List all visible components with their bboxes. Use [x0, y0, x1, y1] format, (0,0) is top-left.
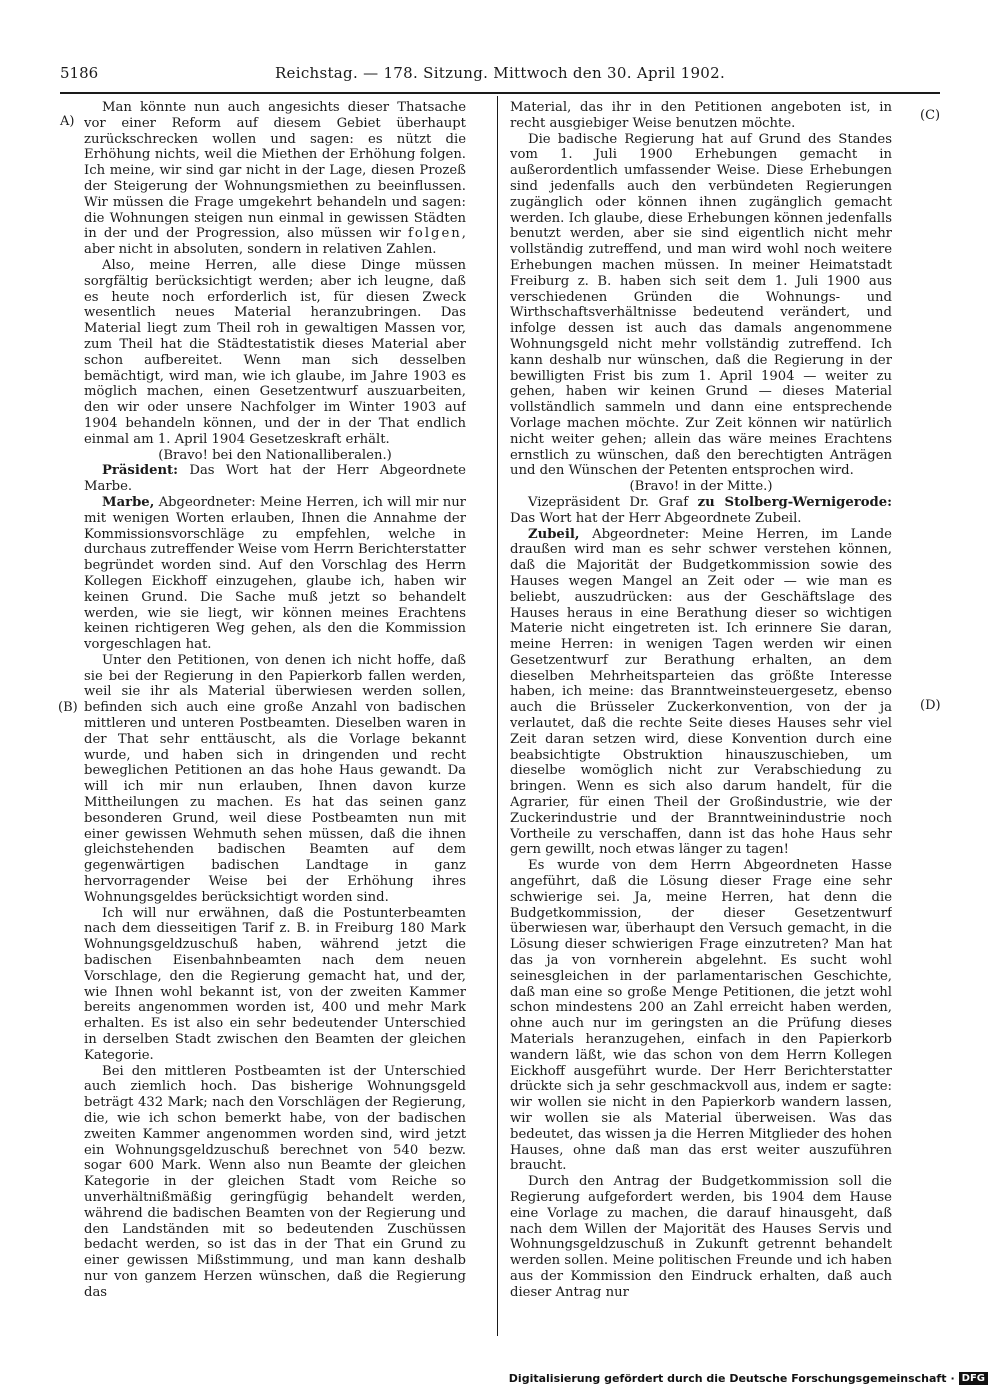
paragraph: Die badische Regierung hat auf Grund des Standes vom 1. Juli 1900 Erhebungen gemacht in außerordentlich umfassender Weise. Diese Erhebungen sind jedenfalls auch den verbündeten Regierungen zugänglich oder können ihnen zugänglich gemacht werden. Ich glaube, diese Erhebungen können jedenfalls benutzt werden, aber sie sind eigentlich nicht mehr vollständig zutreffend, und man wird wohl noch weitere Erhebungen machen müssen. In meiner Heimatstadt Freiburg z. B. haben sich seit dem 1. Juli 1900 aus verschiedenen Gründen die Wohnungs- und Wirthschaftsverhältnisse bedeutend verändert, und infolge dessen ist auch das damals angenommene Wohnungsgeld nicht mehr vollständig zutreffend. Ich kann deshalb nur wünschen, daß die Regierung in der bewilligten Frist bis zum 1. April 1904 — weiter zu gehen, haben wir keinen Grund — dieses Material vollständlich sammeln und dann eine entsprechende Vorlage machen möchte. Zur Zeit können wir natürlich nicht weiter gehen; allein das wäre meines Erachtens ernstlich zu wünschen, daß den berechtigten Anträgen und den Wünschen der Petenten entsprochen wird.	[510, 131, 892, 479]
right-column	[510, 100, 892, 1330]
applause-note: (Bravo! in der Mitte.)	[629, 479, 773, 495]
margin-mark-c: (C)	[920, 108, 941, 123]
column-divider	[497, 96, 498, 1336]
paragraph: Es wurde von dem Herrn Abgeordneten Hasse angeführt, daß die Lösung dieser Frage eine sehr schwierige sei. Ja, meine Herren, hat denn die Budgetkommission, der dieser Gesetzentwurf überwiesen war, überhaupt den Versuch gemacht, in die Lösung dieser schwierigen Frage einzutreten? Man hat das ja von vornherein abgelehnt. Es sucht wohl seinesgleichen in der parlamentarischen Geschichte, daß man eine so große Menge Petitionen, die jetzt wohl schon mindestens 200 an Zahl erreicht haben werden, ohne auch nur im geringsten an die Prüfung dieses Materials heranzugehen, einfach in den Papierkorb wandern läßt, wie das schon von dem Herrn Kollegen Eickhoff ausgeführt wurde. Der Herr Berichterstatter drückte sich ja sehr geschmackvoll aus, indem er sagte: wir wollen sie nicht in den Papierkorb wandern lassen, wir wollen sie als Material überweisen. Was das bedeutet, das wissen ja die Herren Mitglieder des hohen Hauses, ohne daß man das erst weiter auszuführen braucht.	[510, 858, 892, 1174]
margin-mark-a: A)	[60, 114, 75, 129]
paragraph: Material, das ihr in den Petitionen angeboten ist, in recht ausgiebiger Weise benutzen möchte.	[510, 100, 892, 131]
speaker-name: Marbe,	[102, 494, 155, 510]
footer-separator: ·	[950, 1371, 955, 1385]
left-column	[84, 100, 466, 1330]
paragraph: Also, meine Herren, alle diese Dinge müssen sorgfältig berücksichtigt werden; aber ich leugne, daß es heute noch erforderlich ist, für diesen Zweck wesentlich neues Material heranzubringen. Das Material liegt zum Theil roh in gewaltigen Massen vor, zum Theil hat die Städtestatistik dieses Material aber schon aufbereitet. Wenn man sich desselben bemächtigt, wird man, wie ich glaube, im Jahre 1903 es möglich machen, einen Gesetzentwurf auszuarbeiten, den wir oder unsere Nachfolger im Winter 1903 auf 1904 behandeln können, und der in der That endlich einmal am 1. April 1904 Gesetzeskraft erhält.	[84, 257, 466, 447]
page-header	[60, 64, 940, 88]
speaker-paragraph: Zubeil, Abgeordneter: Meine Herren, im Lande draußen wird man es sehr schwer verstehen können, daß die Majorität der Budgetkommission sowie des Hauses wegen Mangel an Zeit oder — wie man es beliebt, auszudrücken: aus der Geschäftslage des Hauses heraus in eine Berathung dieser so wichtigen Materie nicht eingetreten ist. Ich erinnere Sie daran, meine Herren: in wenigen Tagen werden wir einen Gesetzentwurf zur Berathung erhalten, an dem dieselben Mehrheitsparteien das größte Interesse haben, ich meine: das Branntweinsteuergesetz, ebenso auch die Brüsseler Zuckerkonvention, von der ja verlautet, daß die rechte Seite dieses Hauses sehr viel Zeit daran setzen wird, diese Konvention durch eine beabsichtigte Obstruktion hinauszuschieben, um dieselbe womöglich nicht zur Verabschiedung zu bringen. Wenn es sich also darum handelt, für die Agrarier, für einen Theil der Großindustrie, wie der Zuckerindustrie und der Branntweinindustrie noch Vortheile zu verschaffen, dann ist das hohe Haus sehr gern gewillt, noch etwas länger zu tagen!	[510, 526, 892, 858]
digitization-footer	[509, 1369, 988, 1387]
paragraph: Man könnte nun auch angesichts dieser Thatsache vor einer Reform auf diesem Gebiet überhaupt zurückschrecken wollen und sagen: es nützt die Erhöhung nichts, weil die Miethen der Erhöhung folgen. Ich meine, wir sind gar nicht in der Lage, diesen Prozeß der Steigerung der Wohnungsmiethen zu beeinflussen. Wir müssen die Frage umgekehrt behandeln und sagen: die Wohnungen steigen nun einmal in gewissen Städten in der und der Progression, also müssen wir folgen, aber nicht in absoluten, sondern in relativen Zahlen.	[84, 100, 466, 258]
speaker-paragraph: Marbe, Abgeordneter: Meine Herren, ich will mir nur mit wenigen Worten erlauben, Ihnen die Annahme der Kommissionsvorschläge zu empfehlen, welche in durchaus zutreffender Weise vom Herrn Berichterstatter begründet worden sind. Auf den Vorschlag des Herrn Kollegen Eickhoff einzugehen, glaube ich, haben wir keinen Grund. Die Sache muß jetzt so behandelt werden, wie sie liegt, wir können meines Erachtens keinen richtigeren Weg gehen, als den die Kommission vorgeschlagen hat.	[84, 494, 466, 653]
margin-mark-b: (B)	[58, 700, 78, 715]
paragraph: Durch den Antrag der Budgetkommission soll die Regierung aufgefordert werden, bis 1904 dem Hause eine Vorlage zu machen, die darauf hinausgeht, daß nach dem Willen der Majorität des Hauses Servis und Wohnungsgeldzuschuß in Zukunft getrennt behandelt werden sollen. Meine politischen Freunde und ich haben aus der Kommission den Eindruck erhalten, daß auch dieser Antrag nur	[510, 1174, 892, 1300]
page-number: 5186	[60, 64, 99, 82]
emphasis: folgen	[408, 226, 462, 242]
dfg-logo: DFG	[959, 1372, 988, 1385]
footer-text: Digitalisierung gefördert durch die Deutsche Forschungsgemeinschaft	[508, 1371, 947, 1385]
margin-mark-d: (D)	[920, 698, 941, 713]
speaker-paragraph: Vizepräsident Dr. Graf zu Stolberg-Wernigerode: Das Wort hat der Herr Abgeordnete Zubeil.	[510, 494, 892, 526]
paragraph: Ich will nur erwähnen, daß die Postunterbeamten nach dem diesseitigen Tarif z. B. in Freiburg 180 Mark Wohnungsgeldzuschuß haben, während jetzt die badischen Eisenbahnbeamten nach dem neuen Vorschlage, den die Regierung gemacht hat, und der, wie Ihnen wohl bekannt ist, von der zweiten Kammer bereits angenommen worden ist, 400 und mehr Mark erhalten. Es ist also ein sehr bedeutender Unterschied in derselben Stadt zwischen den Beamten der gleichen Kategorie.	[84, 905, 466, 1063]
header-rule	[60, 92, 940, 94]
speaker-name: Zubeil,	[528, 526, 580, 542]
applause-note: (Bravo! bei den Nationalliberalen.)	[158, 447, 392, 463]
speaker-name: Präsident:	[102, 463, 179, 479]
running-title: Reichstag. — 178. Sitzung. Mittwoch den 30. April 1902.	[274, 64, 726, 82]
paragraph: Bei den mittleren Postbeamten ist der Unterschied auch ziemlich hoch. Das bisherige Wohnungsgeld beträgt 432 Mark; nach den Vorschlägen der Regierung, die, wie ich schon bemerkt habe, von der badischen zweiten Kammer angenommen worden sind, wird jetzt ein Wohnungsgeldzuschuß berechnet von 540 bezw. sogar 600 Mark. Wenn also nun Beamte der gleichen Kategorie in der gleichen Stadt vom Reiche so unverhältnißmäßig geringfügig behandelt werden, während die badischen Beamten von der Regierung und den Landständen mit so bedeutenden Zuschüssen bedacht werden, so ist das in der That ein Grund zu einer gewissen Mißstimmung, und man kann deshalb nur von ganzem Herzen wünschen, daß die Regierung das	[84, 1063, 466, 1300]
paragraph: Unter den Petitionen, von denen ich nicht hoffe, daß sie bei der Regierung in den Papierkorb fallen werden, weil sie ihr als Material überwiesen werden sollen, befinden sich auch eine große Anzahl von badischen mittleren und unteren Postbeamten. Dieselben waren in der That sehr enttäuscht, als die Vorlage bekannt wurde, und haben sich in dringenden und recht beweglichen Petitionen an das hohe Haus gewandt. Da will ich mir nun erlauben, Ihnen davon kurze Mittheilungen zu machen. Es hat das seinen ganz besonderen Grund, weil diese Postbeamten nun mit einer gewissen Wehmuth sehen müssen, daß die ihnen gleichstehenden badischen Beamten auf dem gegenwärtigen badischen Landtage in ganz hervorragender Weise bei der Erhöhung ihres Wohnungsgeldes berücksichtigt worden sind.	[84, 652, 466, 905]
speaker-name: zu Stolberg-Wernigerode:	[697, 494, 892, 510]
speaker-paragraph: Präsident: Das Wort hat der Herr Abgeordnete Marbe.	[84, 463, 466, 495]
